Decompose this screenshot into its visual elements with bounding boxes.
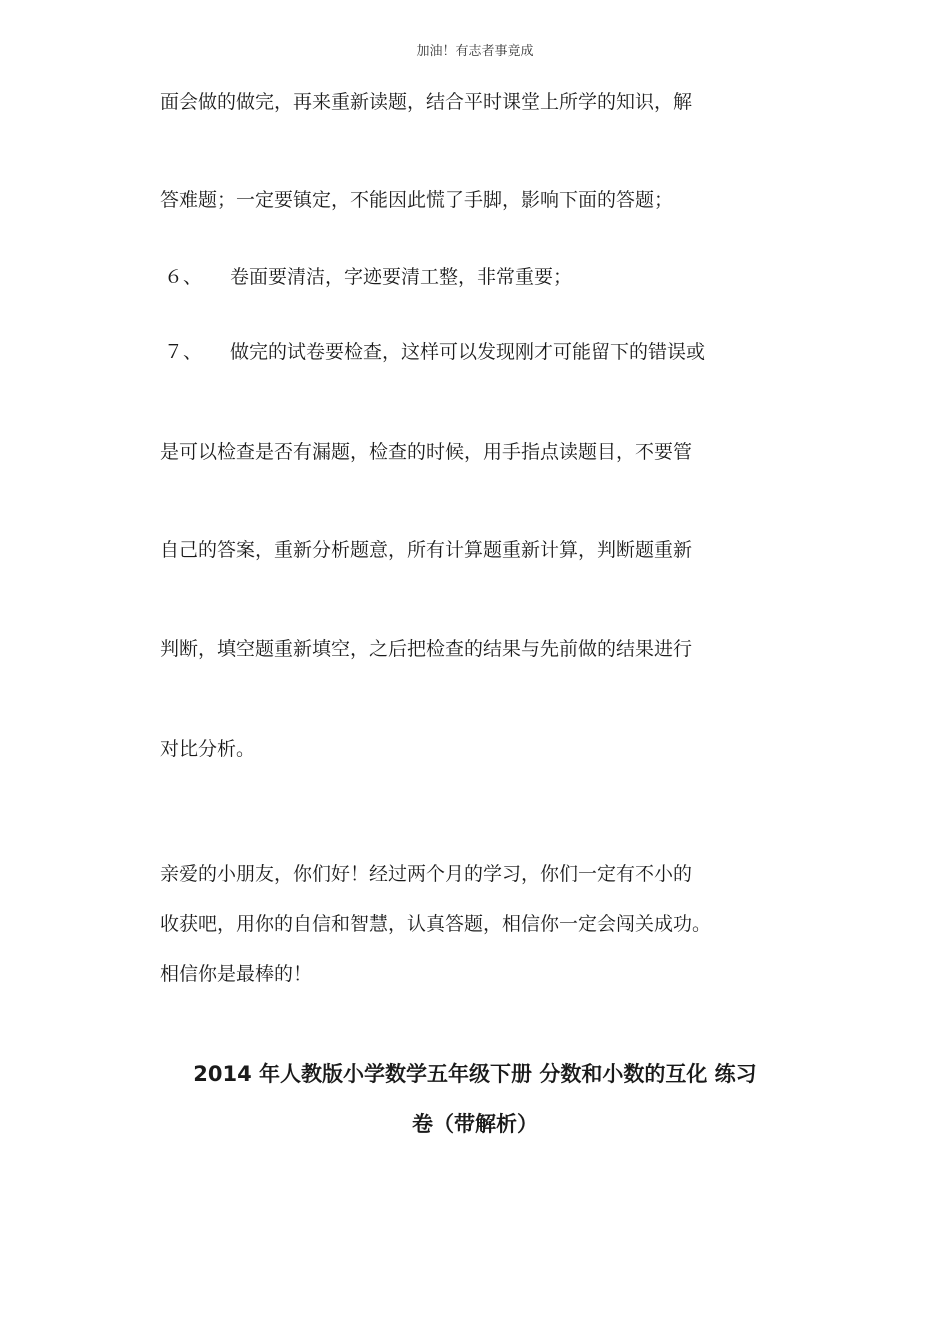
list-number-7: ７、: [164, 341, 203, 363]
text-line-1: 面会做的做完，再来重新读题，结合平时课堂上所学的知识，解: [160, 91, 693, 113]
doc-title-line-2: 卷（带解析）: [412, 1112, 538, 1136]
list-item-6: [164, 265, 572, 289]
list-number-6: ６、: [164, 266, 203, 288]
text-line-2: 答难题；一定要镇定，不能因此慌了手脚，影响下面的答题；: [160, 189, 674, 211]
intro-line-2: 收获吧，用你的自信和智慧，认真答题，相信你一定会闯关成功。: [160, 913, 712, 935]
doc-title-line-1: 2014 年人教版小学数学五年级下册 分数和小数的互化 练习: [193, 1062, 757, 1086]
intro-line-3: 相信你是最棒的！: [160, 963, 313, 985]
text-line-6: 自己的答案，重新分析题意，所有计算题重新计算，判断题重新: [160, 539, 693, 561]
list-text-7: 做完的试卷要检查，这样可以发现刚才可能留下的错误或: [230, 341, 706, 363]
list-item-7: [164, 340, 705, 364]
text-line-5: 是可以检查是否有漏题，检查的时候，用手指点读题目，不要管: [160, 441, 693, 463]
page-header: 加油！有志者事竟成: [416, 44, 534, 59]
list-text-6: 卷面要清洁，字迹要清工整，非常重要；: [230, 266, 573, 288]
text-line-7: 判断，填空题重新填空，之后把检查的结果与先前做的结果进行: [160, 638, 693, 660]
text-line-8: 对比分析。: [160, 738, 256, 760]
intro-line-1: 亲爱的小朋友，你们好！经过两个月的学习，你们一定有不小的: [160, 863, 693, 885]
